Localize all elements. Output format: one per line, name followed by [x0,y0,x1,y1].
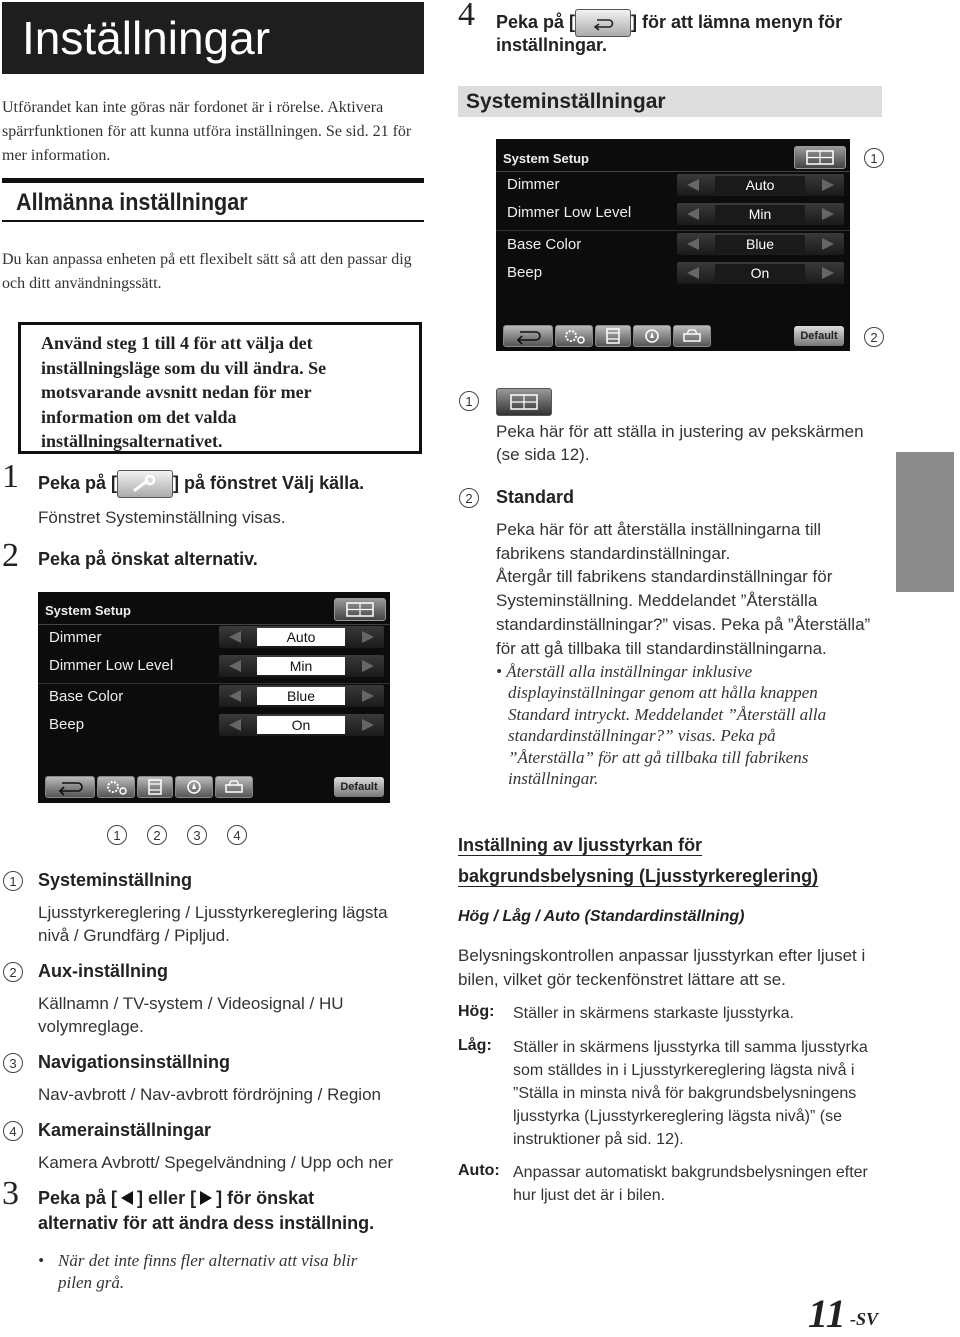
divider [496,171,850,172]
step2-text: Peka på önskat alternativ. [38,549,258,569]
step3-mid: ] eller [ [137,1188,197,1208]
def-desc: Ställer in skärmens starkaste ljusstyrka. [513,1005,794,1022]
item-number: 4 [3,1121,23,1141]
tab-aux-setup[interactable] [137,776,173,798]
page-suffix: -SV [850,1309,879,1329]
item-body: Nav-avbrott / Nav-avbrott fördröjning / Region [38,1085,381,1104]
tab-system-setup[interactable] [555,325,593,347]
item-body: Ljusstyrkereglering / Ljusstyrkereglering lägsta nivå / Grundfärg / Pipljud. [38,903,388,945]
item-number: 2 [3,962,23,982]
divider [38,624,390,625]
page-title: Inställningar [2,2,424,74]
section-tab-marker [896,452,954,592]
page-number: 11 [808,1291,846,1336]
step1-text [38,470,364,498]
item-body: Källnamn / TV-system / Videosignal / HU volymreglage. [38,994,344,1036]
callout2-bullet-rest: displayinställningar genom att hålla knappen Standard intryckt. Meddelandet ”Återställ alla standardinställningar?” visas. Peka på ”Återställa” för att gå tillbaka till fabrikens inställningar. [508,683,827,788]
gear-icon [556,326,592,346]
dimmer-heading-line2: bakgrundsbelysning (Ljusstyrkereglering) [458,866,819,886]
row-label: Base Color [507,236,582,253]
film-icon [596,326,630,346]
section-heading-system: Systeminställningar [458,86,882,117]
item-title: Navigationsinställning [38,1052,231,1072]
car-icon [674,326,710,346]
left-arrow-icon[interactable] [229,719,241,731]
callout2-body1: Peka här för att återställa inställningarna till fabrikens standardinställningar. [496,520,822,563]
row-control [677,233,844,255]
step3-pre: Peka på [ [38,1188,118,1208]
right-arrow-icon[interactable] [822,238,834,250]
callout-number: 2 [147,825,167,845]
row-value: Min [715,205,805,223]
row-value: Auto [715,176,805,194]
callout2-bullet-line1: • Återställ alla inställningar inklusive [496,662,753,681]
right-arrow-icon[interactable] [822,179,834,191]
step3-line1 [38,1188,314,1209]
back-key-icon [575,9,631,37]
left-arrow-icon[interactable] [229,631,241,643]
row-label: Dimmer [49,629,102,646]
right-arrow-icon[interactable] [362,690,374,702]
step3-line2: alternativ för att ändra dess inställning. [38,1213,375,1233]
tab-camera-setup[interactable] [673,325,711,347]
def-term: Auto: [458,1162,500,1179]
left-arrow-icon[interactable] [687,179,699,191]
def-desc: Anpassar automatiskt bakgrundsbelysningen efter hur ljust det är i bilen. [513,1164,868,1204]
row-control [677,174,844,196]
callout-number: 4 [227,825,247,845]
callout-number: 2 [864,327,884,347]
step3-post: ] för önskat [216,1188,315,1208]
intro-text: Utförandet kan inte göras när fordonet är i rörelse. Aktivera spärrfunktionen för att kunna utföra inställningen. Se sid. 21 för mer information. [2,99,412,164]
step1-pre: Peka på [ [38,472,118,493]
note-text: När det inte finns fler alternativ att visa blir pilen grå. [58,1251,358,1292]
tab-system-setup[interactable] [97,776,135,798]
tab-navigation-setup[interactable] [633,325,671,347]
back-button[interactable] [503,325,553,347]
left-arrow-icon[interactable] [687,238,699,250]
section-heading-general [2,178,424,222]
left-arrow-icon[interactable] [229,690,241,702]
item-body: Kamera Avbrott/ Spegelvändning / Upp och ner [38,1153,394,1172]
callout-number: 2 [459,488,479,508]
calibration-icon [795,147,845,168]
item-number: 1 [3,871,23,891]
def-term: Hög: [458,1003,495,1020]
right-arrow-icon[interactable] [362,719,374,731]
row-label: Dimmer Low Level [507,204,632,221]
row-control [677,203,844,225]
row-control [219,626,384,648]
right-arrow-icon[interactable] [822,208,834,220]
row-value: Auto [257,628,345,646]
def-desc: Ställer in skärmens ljusstyrka till samma ljusstyrka som ställdes in i Ljusstyrkereglering lägsta nivå i ”Ställa in minsta nivå för bakgrundsbelysningens ljusstyrka (Ljusstyrkereglering lägsta nivå)” (se instruktioner på sid. 12). [513,1039,868,1148]
right-arrow-icon[interactable] [362,660,374,672]
callout-number: 3 [187,825,207,845]
tab-camera-setup[interactable] [215,776,253,798]
boxed-note: Använd steg 1 till 4 för att välja det inställningsläge som du vill ändra. Se motsvarande avsnitt nedan för mer information om det valda inställningsalternativet. [18,322,422,454]
dimmer-intro: Belysningskontrollen anpassar ljusstyrkan efter ljuset i bilen, vilket gör teckenfönstret lättare att se. [458,946,866,989]
callout1-body: Peka här för att ställa in justering av pekskärmen (se sida 12). [496,422,864,464]
item-title: Kamerainställningar [38,1120,212,1140]
calibration-icon [335,599,385,620]
left-triangle-icon [121,1191,133,1205]
system-setup-screen-right [496,139,850,351]
row-label: Dimmer Low Level [49,657,174,674]
touch-calibration-button[interactable] [334,598,386,621]
left-arrow-icon[interactable] [687,208,699,220]
row-control [219,714,384,736]
step-number: 3 [2,1175,19,1212]
row-value: Blue [257,687,345,705]
callout2-body2: Återgår till fabrikens standardinställningar för Systeminställning. Meddelandet ”Återställa standardinställningar?” visas. Peka på ”Återställa” för att gå tillbaka till standardinställningarna. [496,567,871,658]
default-button[interactable]: Default [334,777,384,797]
gear-icon [98,777,134,797]
back-arrow-icon [504,326,552,346]
step-number: 1 [2,458,19,495]
tab-aux-setup[interactable] [595,325,631,347]
touch-calibration-button[interactable] [794,146,846,169]
row-label: Dimmer [507,176,560,193]
default-button[interactable]: Default [794,326,844,346]
callout-number: 1 [459,391,479,411]
screen-title: System Setup [503,151,589,166]
callout-number: 1 [864,148,884,168]
def-term: Låg: [458,1037,492,1054]
step4-line2: inställningar. [496,35,608,55]
dimmer-heading-line1: Inställning av ljusstyrkan för [458,835,703,855]
right-triangle-icon [200,1191,212,1205]
system-setup-screen [38,592,390,803]
row-label: Beep [507,264,543,281]
row-control [677,262,844,284]
car-icon [216,777,252,797]
row-value: On [257,716,345,734]
left-arrow-icon[interactable] [687,267,699,279]
row-value: On [715,264,805,282]
tab-navigation-setup[interactable] [175,776,213,798]
step-number: 2 [2,537,19,574]
dimmer-options: Hög / Låg / Auto (Standardinställning) [458,908,745,925]
compass-icon [176,777,212,797]
row-label: Beep [49,716,85,733]
step1-body: Fönstret Systeminställning visas. [38,508,286,527]
note-bullet: • [38,1251,44,1270]
compass-icon [634,326,670,346]
row-control [219,685,384,707]
screen-title: System Setup [45,603,131,618]
right-arrow-icon[interactable] [822,267,834,279]
step4-pre: Peka på [ [496,11,576,32]
item-number: 3 [3,1053,23,1073]
step4-post: ] för att lämna menyn för [631,11,843,32]
callout2-title: Standard [496,487,575,507]
row-label: Base Color [49,688,124,705]
section-heading-text: Allmänna inställningar [16,189,248,216]
calibration-key-icon [496,388,552,416]
item-title: Aux-inställning [38,961,168,981]
wrench-key-icon [117,470,173,498]
section-intro: Du kan anpassa enheten på ett flexibelt sätt så att den passar dig och ditt användningssätt. [2,251,412,292]
row-value: Blue [715,235,805,253]
divider [496,230,850,231]
left-arrow-icon[interactable] [229,660,241,672]
back-button[interactable] [45,776,95,798]
item-title: Systeminställning [38,870,193,890]
step1-post: ] på fönstret Välj källa. [173,472,365,493]
step4-line1 [496,9,842,37]
callout-number: 1 [107,825,127,845]
right-arrow-icon[interactable] [362,631,374,643]
row-value: Min [257,657,345,675]
film-icon [138,777,172,797]
step-number: 4 [458,0,475,33]
row-control [219,655,384,677]
back-arrow-icon [46,777,94,797]
divider [38,683,390,684]
